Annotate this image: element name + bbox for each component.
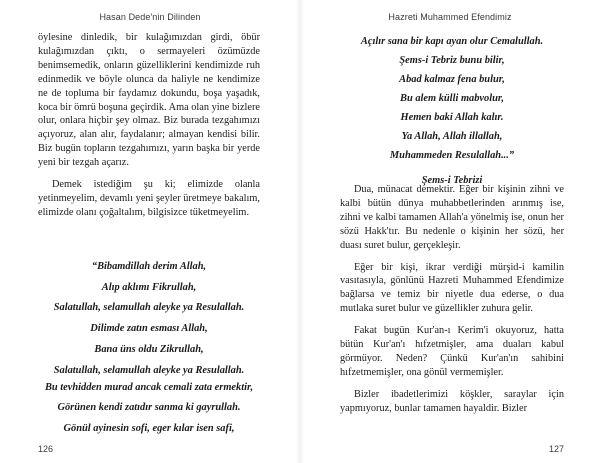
verse-line: Alıp aklımı Fikrullah, <box>101 281 197 293</box>
verse-line: Salatullah, selamullah aleyke ya Resulallah. <box>53 364 245 376</box>
verse-line: Bu tevhidden murad ancak cemali zata ermektir, <box>44 382 254 394</box>
verse-line: Bana üns oldu Zikrullah, <box>94 343 204 355</box>
verse-line: Ya Allah, Allah illallah, <box>401 131 503 142</box>
verse-line: Dilimde zatın esması Allah, <box>90 323 208 335</box>
paragraph: Bizler ibadetlerimizi köşkler, saraylar için yapmıyoruz, bunlar tamamen hayaldir. Bizler <box>340 388 564 414</box>
verse-line: Açılır sana bir kapı ayan olur Cemalullah. <box>360 36 544 47</box>
verse-line: Muhammeden Resulallah...” <box>389 150 515 161</box>
verse-line: Şems-i Tebriz bunu bilir, <box>399 55 505 66</box>
verse-line: “Bibamdillah derim Allah, <box>91 261 207 272</box>
paragraph: Demek istediğim şu ki; elimizde olanla yetinmeyelim, devamlı yeni şeyler üretmeye bakalım, elimizde olanı çoğaltalım, bilgisizce tüketmeyelim. <box>38 179 260 218</box>
verse-line: Bu alem külli mabvolur, <box>400 93 504 104</box>
running-head-left: Hasan Dede'nin Dilinden <box>99 12 201 22</box>
verse-author: Şems-i Tebrizi <box>421 175 483 186</box>
verse-block-left <box>38 257 260 440</box>
right-body-text <box>340 183 564 424</box>
page-number-right: 127 <box>548 444 564 454</box>
left-body-text <box>38 31 260 228</box>
running-head-right: Hazreti Muhammed Efendimiz <box>388 12 512 22</box>
verse-line: Abad kalmaz fena bulur, <box>399 74 505 85</box>
verse-block-right <box>340 32 564 190</box>
paragraph: öylesine dinledik, bir kulağımızdan girdi, öbür kulağımızdan çıktı, o sermayeleri özümüzde benimsemedik, onların güzelliklerini kendimizde ruh edinmedik ve böyle olunca da haliyle ne kendimize ne de topluma bir faydamız dokundu, boşa yaşadık, koca bir ömrü boşuna geçirdik. Ama olan yine bizlere olur, onlara hiçbir şey olmaz. Biz burada tezgahımızı açıyoruz, alan alır, faydalanır; almayan kendisi bilir. Biz bugün topların tezgahımızı, yarın başka bir yerde yeni bir tezgah açarız. <box>38 32 260 169</box>
page-number-left: 126 <box>38 444 54 454</box>
paragraph: Eğer bir kişi, ikrar verdiği mürşid-i kamilin vasıtasıyla, gönlünü Hazreti Muhammed Efendimize bağlarsa ve temiz bir niyetle dua ederse, o dua mutlaka suret bulur ve güzellikler zuhura gelir. <box>340 261 564 315</box>
verse-line: Hemen baki Allah kalır. <box>400 112 504 123</box>
right-page <box>300 0 600 463</box>
paragraph: Fakat bugün Kur'an-ı Kerim'i okuyoruz, hatta bütün Kur'an'ı hıfzetmişler, ama duaları kabul görmüyor. Neden? Çünkü Kur'an'ın sahibini hıfzetmemişler, ona gönül vermemişler. <box>340 325 564 378</box>
paragraph: Dua, münacat demektir. Eğer bir kişinin zihni ve kalbi bütün dünya muhabbetlerinden arınmış ise, zihni ve kalbi tamamen Allah'a yönelmiş ise, onun her sözü Hakk'tır. Bu nedenle o kişinin her sözü, her duası suret bulur, gerçekleşir. <box>340 184 564 251</box>
verse-line: Gönül ayinesin sofi, eger kılar isen safi, <box>63 422 235 434</box>
verse-line: Salatullah, selamullah aleyke ya Resulallah. <box>53 302 245 314</box>
verse-line: Görünen kendi zatıdır sanma ki gayrullah. <box>57 402 241 414</box>
